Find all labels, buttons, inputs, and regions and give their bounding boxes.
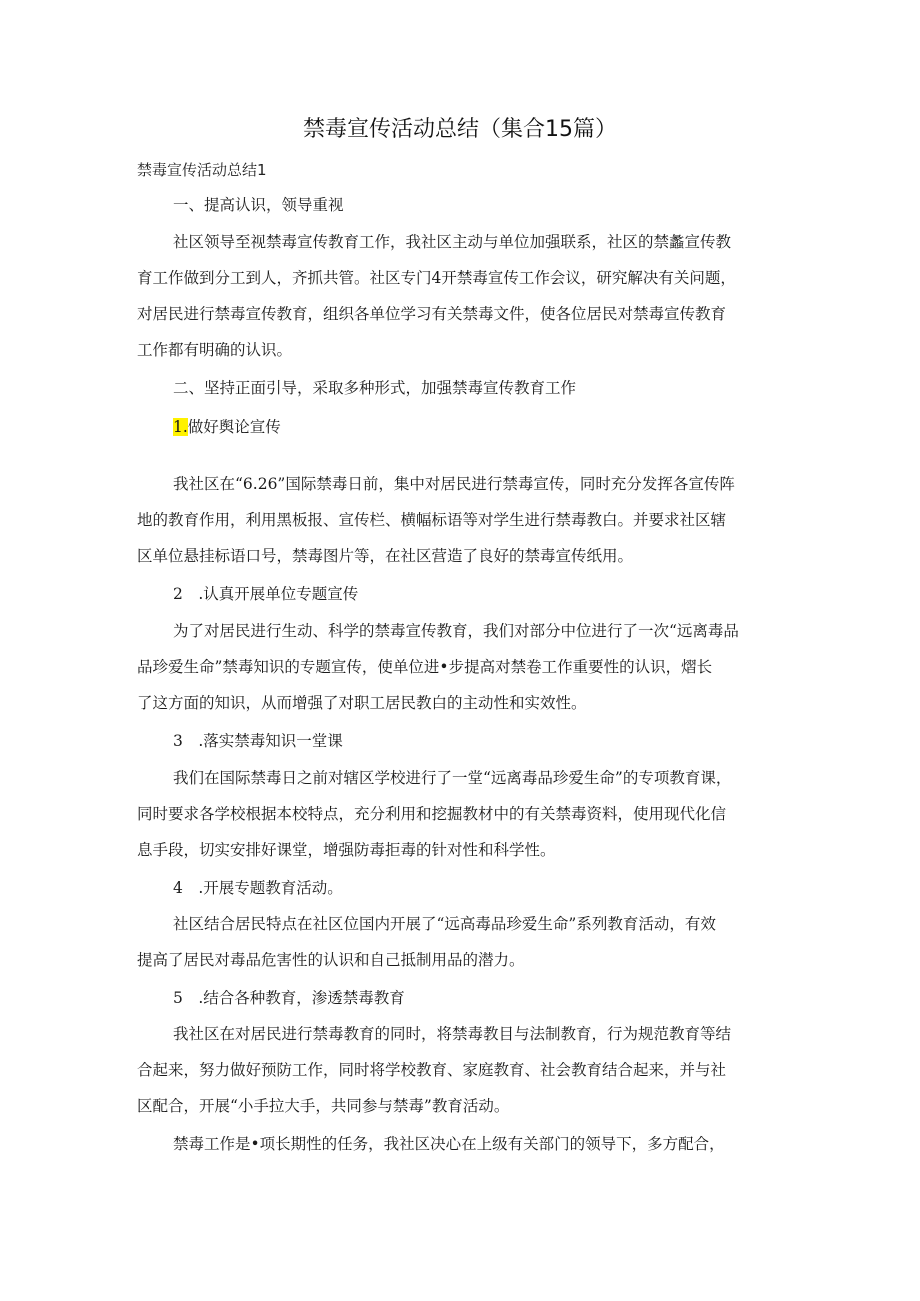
paragraph-line: 区配合，开展“小手拉大手，共同参与禁毒”教育活动。 bbox=[137, 1097, 510, 1115]
heading-1: 一、提高认识，领导重视 bbox=[173, 196, 344, 214]
paragraph-line: 我们在国际禁毒日之前对辖区学校进行了一堂“远离毒品珍爱生命”的专项教育课， bbox=[173, 769, 732, 787]
page-title: 禁毒宣传活动总结（集合15篇） bbox=[303, 117, 617, 142]
paragraph-line: 社区领导至视禁毒宣传教育工作，我社区主动与单位加强联系，社区的禁蠡宣传教 bbox=[173, 233, 732, 251]
paragraph-line: 育工作做到分工到人，齐抓共管。社区专门4开禁毒宣传工作会议，研究解决有关问题， bbox=[137, 269, 736, 287]
paragraph-line: 地的教育作用，利用黑板报、宣传栏、横幅标语等对学生进行禁毒教白。并要求社区辖 bbox=[137, 511, 727, 529]
paragraph-line: 区单位悬挂标语口号，禁毒图片等，在社区营造了良好的禁毒宣传纸用。 bbox=[137, 547, 634, 565]
subheading-item-5: 5 .结合各种教育，渗透禁毒教育 bbox=[173, 989, 405, 1007]
paragraph-line: 了这方面的知识，从而增强了对职工居民教白的主动性和实效性。 bbox=[137, 694, 587, 712]
paragraph-line: 提高了居民对毒品危害性的认识和自己抵制用品的潜力。 bbox=[137, 951, 525, 969]
heading-2: 二、坚持正面引导，采取多种形式，加强禁毒宣传教育工作 bbox=[173, 379, 577, 397]
paragraph-line: 息手段，切实安排好课堂，增强防毒拒毒的针对性和科学性。 bbox=[137, 841, 556, 859]
subheading-item-3: 3 .落实禁毒知识一堂课 bbox=[173, 732, 343, 750]
paragraph-line: 我社区在对居民进行禁毒教育的同时，将禁毒教目与法制教育，行为规范教育等结 bbox=[173, 1025, 732, 1043]
paragraph-line: 品珍爱生命”禁毒知识的专题宣传，使单位进•步提高对禁卷工作重要性的认识，熠长 bbox=[137, 658, 713, 676]
subheading-item-2: 2 .认真开展单位专题宣传 bbox=[173, 585, 359, 603]
paragraph-line: 合起来，努力做好预防工作，同时将学校教育、家庭教育、社会教育结合起来，并与社 bbox=[137, 1061, 727, 1079]
paragraph-line: 为了对居民进行生动、科学的禁毒宣传教育，我们对部分中位进行了一次“远离毒品 bbox=[173, 622, 739, 640]
section-subtitle: 禁毒宣传活动总结1 bbox=[137, 161, 267, 179]
paragraph-line: 禁毒工作是•项长期性的任务，我社区决心在上级有关部门的领导下，多方配合， bbox=[173, 1135, 725, 1153]
subheading-text: 做好舆论宣传 bbox=[187, 418, 281, 436]
paragraph-line: 同时要求各学校根据本校特点，充分利用和挖掘教材中的有关禁毒资料，使用现代化信 bbox=[137, 805, 727, 823]
paragraph-line: 我社区在“6.26”国际禁毒日前，集中对居民进行禁毒宣传，同时充分发挥各宣传阵 bbox=[173, 475, 735, 493]
paragraph-line: 工作都有明确的认识。 bbox=[137, 341, 293, 359]
subheading-item-1 bbox=[173, 420, 281, 436]
paragraph-line: 对居民进行禁毒宣传教育，组织各单位学习有关禁毒文件，使各位居民对禁毒宣传教育 bbox=[137, 305, 727, 323]
subheading-item-4: 4 .开展专题教育活动。 bbox=[173, 879, 343, 897]
highlight-marker: 1. bbox=[173, 418, 188, 436]
paragraph-line: 社区结合居民特点在社区位国内开展了“远高毒品珍爱生命”系列教育活动，有效 bbox=[173, 915, 716, 933]
